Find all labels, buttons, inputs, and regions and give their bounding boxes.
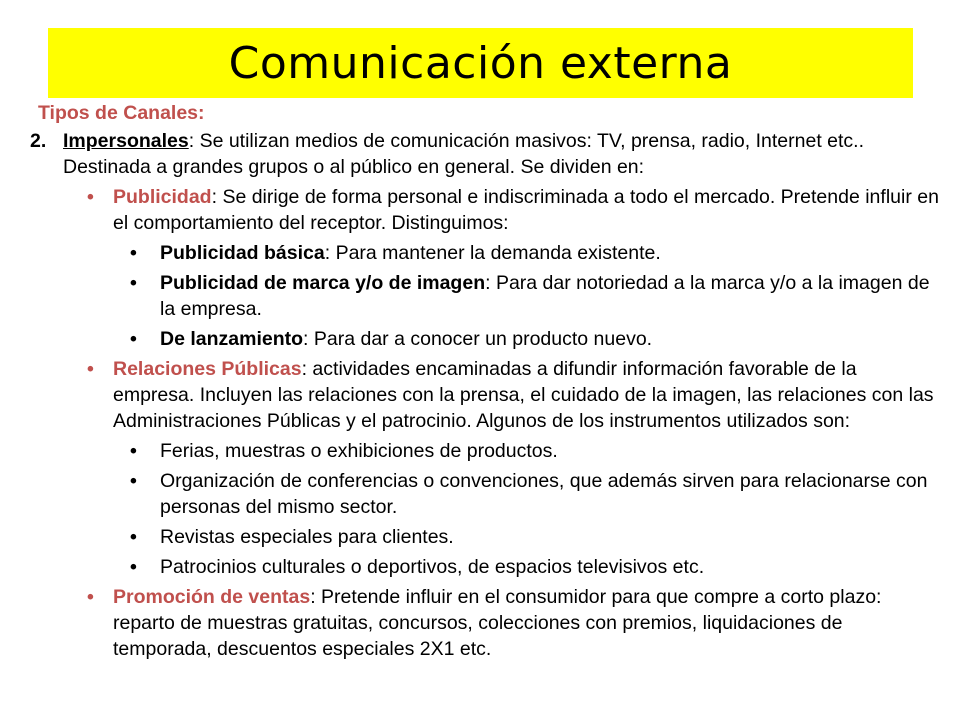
bullet-icon: • (130, 556, 137, 578)
bullet-icon: • (87, 186, 94, 208)
bullet-item-publicidad (30, 184, 940, 236)
bullet-item-promocion-de-ventas (30, 584, 940, 662)
sub-bullet-item (30, 240, 940, 266)
bullet-icon: • (130, 272, 137, 294)
item-text: Organización de conferencias o convenciones, que además sirven para relacionarse con personas del mismo sector. (160, 470, 928, 518)
item-text: Revistas especiales para clientes. (160, 526, 454, 548)
item-term: Promoción de ventas (113, 586, 311, 608)
section-heading: Tipos de Canales: (38, 102, 205, 124)
sub-bullet-item (30, 326, 940, 352)
item-text: Patrocinios culturales o deportivos, de espacios televisivos etc. (160, 556, 705, 578)
sub-bullet-item (30, 270, 940, 322)
item-text: : Pretende influir en el consumidor para que compre a corto plazo: reparto de muestras gratuitas, concursos, colecciones con premios, liquidaciones de temporada, descuentos especiales 2X1 etc. (113, 586, 882, 660)
bullet-icon: • (130, 440, 137, 462)
sub-bullet-item (30, 524, 940, 550)
item-text: : Para dar notoriedad a la marca y/o a la imagen de la empresa. (160, 272, 930, 320)
title-banner (48, 28, 913, 98)
sub-bullet-item (30, 438, 940, 464)
item-text: : Se dirige de forma personal e indiscriminada a todo el mercado. Pretende influir en el comportamiento del receptor. Distinguimos: (113, 186, 939, 234)
item-term: Publicidad de marca y/o de imagen (160, 272, 486, 294)
sub-bullet-item (30, 468, 940, 520)
item-text: Ferias, muestras o exhibiciones de productos. (160, 440, 558, 462)
item-term: Publicidad (113, 186, 212, 208)
item-text: : actividades encaminadas a difundir información favorable de la empresa. Incluyen las relaciones con la prensa, el cuidado de la imagen, las relaciones con las Administraciones Públicas y el patrocinio. Algunos de los instrumentos utilizados son: (113, 358, 934, 432)
item-text: : Para dar a conocer un producto nuevo. (303, 328, 653, 350)
item-term: Publicidad básica (160, 242, 325, 264)
numbered-item-impersonales (30, 128, 940, 180)
slide-body (30, 100, 940, 666)
bullet-icon: • (130, 526, 137, 548)
sub-bullet-item (30, 554, 940, 580)
bullet-item-relaciones-publicas (30, 356, 940, 434)
bullet-icon: • (130, 470, 137, 492)
item-text: : Se utilizan medios de comunicación masivos: TV, prensa, radio, Internet etc.. Destinada a grandes grupos o al público en general. Se dividen en: (63, 130, 864, 178)
bullet-icon: • (130, 328, 137, 350)
bullet-icon: • (87, 586, 94, 608)
item-term: Impersonales (63, 130, 189, 152)
slide-title: Comunicación externa (228, 38, 733, 89)
item-term: Relaciones Públicas (113, 358, 302, 380)
bullet-icon: • (130, 242, 137, 264)
item-text: : Para mantener la demanda existente. (324, 242, 661, 264)
item-term: De lanzamiento (160, 328, 304, 350)
bullet-icon: • (87, 358, 94, 380)
list-number: 2. (30, 130, 47, 152)
